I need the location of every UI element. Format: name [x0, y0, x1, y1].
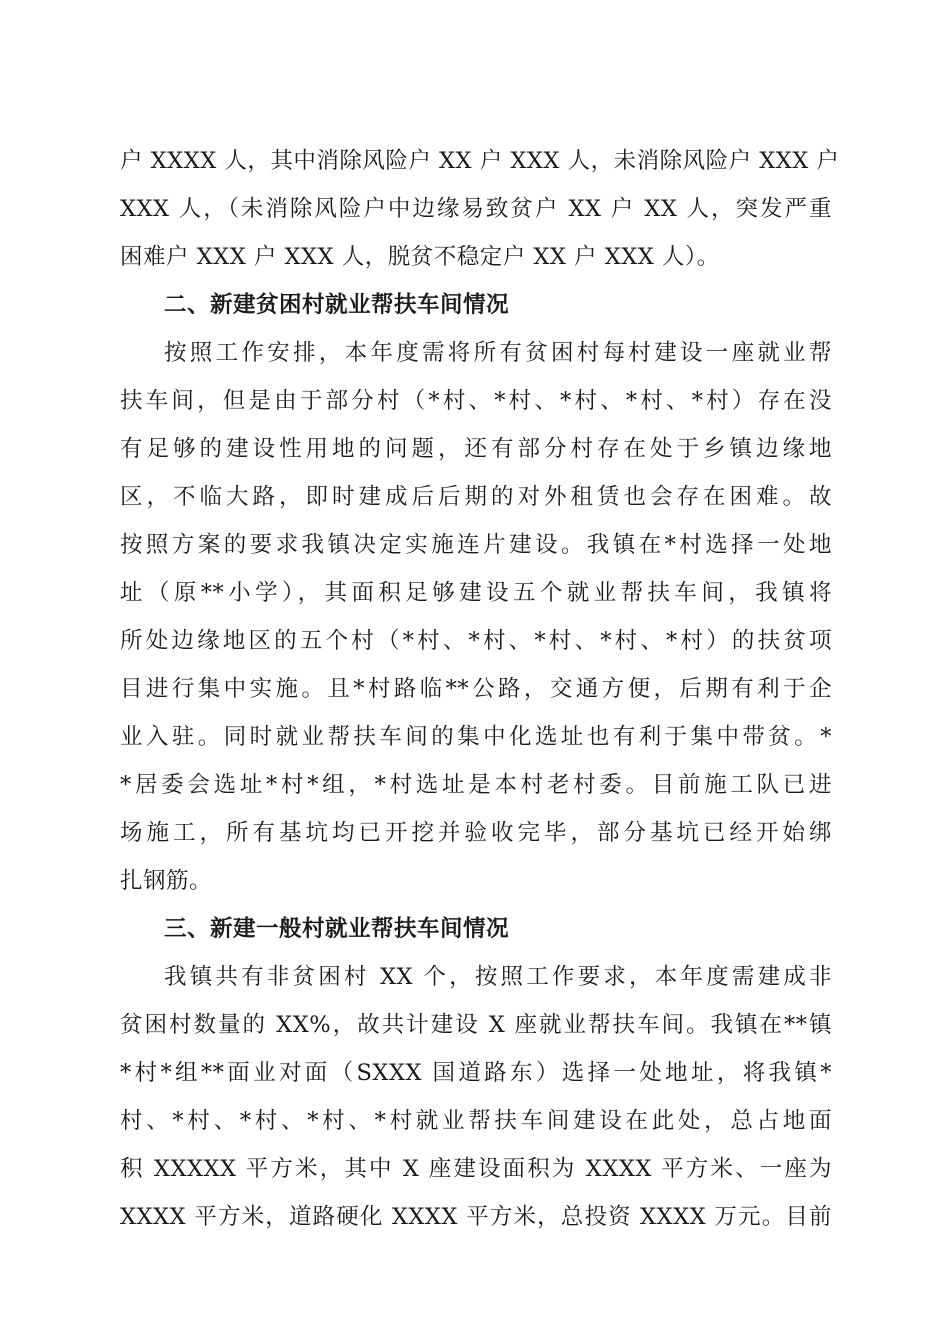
paragraph-1	[120, 137, 840, 281]
paragraph-3-line-1: 我镇共有非贫困村 XX 个，按照工作要求，本年度需建成非	[164, 964, 832, 990]
paragraph-2-line-2: 扶车间，但是由于部分村（*村、*村、*村、*村、*村）存在没	[120, 388, 832, 414]
section-heading-2: 二、新建贫困村就业帮扶车间情况	[164, 292, 510, 318]
paragraph-3-line-5: 积 XXXXX 平方米，其中 X 座建设面积为 XXXX 平方米、一座为	[120, 1156, 832, 1182]
paragraph-2	[120, 329, 832, 905]
paragraph-3-line-4: 村、*村、*村、*村、*村就业帮扶车间建设在此处，总占地面	[120, 1108, 832, 1134]
paragraph-2-line-12: 扎钢筋。	[120, 868, 213, 894]
paragraph-3-line-2: 贫困村数量的 XX%，故共计建设 X 座就业帮扶车间。我镇在**镇	[120, 1012, 832, 1038]
paragraph-1-line-3: 困难户 XXX 户 XXX 人，脱贫不稳定户 XX 户 XXX 人）。	[120, 244, 720, 270]
paragraph-2-line-7: 所处边缘地区的五个村（*村、*村、*村、*村、*村）的扶贫项	[120, 628, 832, 654]
document-page	[120, 137, 840, 1241]
paragraph-2-line-8: 目进行集中实施。且*村路临**公路，交通方便，后期有利于企	[120, 676, 832, 702]
paragraph-2-line-3: 有足够的建设性用地的问题，还有部分村存在处于乡镇边缘地	[120, 436, 832, 462]
paragraph-2-line-6: 址（原**小学），其面积足够建设五个就业帮扶车间，我镇将	[120, 580, 832, 606]
paragraph-1-line-2: XXX 人，（未消除风险户中边缘易致贫户 XX 户 XX 人，突发严重	[120, 196, 832, 222]
paragraph-1-line-1: 户 XXXX 人，其中消除风险户 XX 户 XXX 人，未消除风险户 XXX 户	[120, 148, 840, 174]
paragraph-3-line-6: XXXX 平方米，道路硬化 XXXX 平方米，总投资 XXXX 万元。目前	[120, 1204, 832, 1230]
paragraph-2-line-10: *居委会选址*村*组，*村选址是本村老村委。目前施工队已进	[120, 772, 832, 798]
paragraph-2-line-1: 按照工作安排，本年度需将所有贫困村每村建设一座就业帮	[164, 340, 832, 366]
paragraph-2-line-9: 业入驻。同时就业帮扶车间的集中化选址也有利于集中带贫。*	[120, 724, 832, 750]
paragraph-2-line-11: 场施工，所有基坑均已开挖并验收完毕，部分基坑已经开始绑	[120, 820, 832, 846]
section-heading-3: 三、新建一般村就业帮扶车间情况	[164, 916, 510, 942]
paragraph-2-line-5: 按照方案的要求我镇决定实施连片建设。我镇在*村选择一处地	[120, 532, 832, 558]
paragraph-3-line-3: *村*组**面业对面（SXXX 国道路东）选择一处地址，将我镇*	[120, 1060, 832, 1086]
paragraph-3	[120, 953, 832, 1241]
paragraph-2-line-4: 区，不临大路，即时建成后后期的对外租赁也会存在困难。故	[120, 484, 832, 510]
